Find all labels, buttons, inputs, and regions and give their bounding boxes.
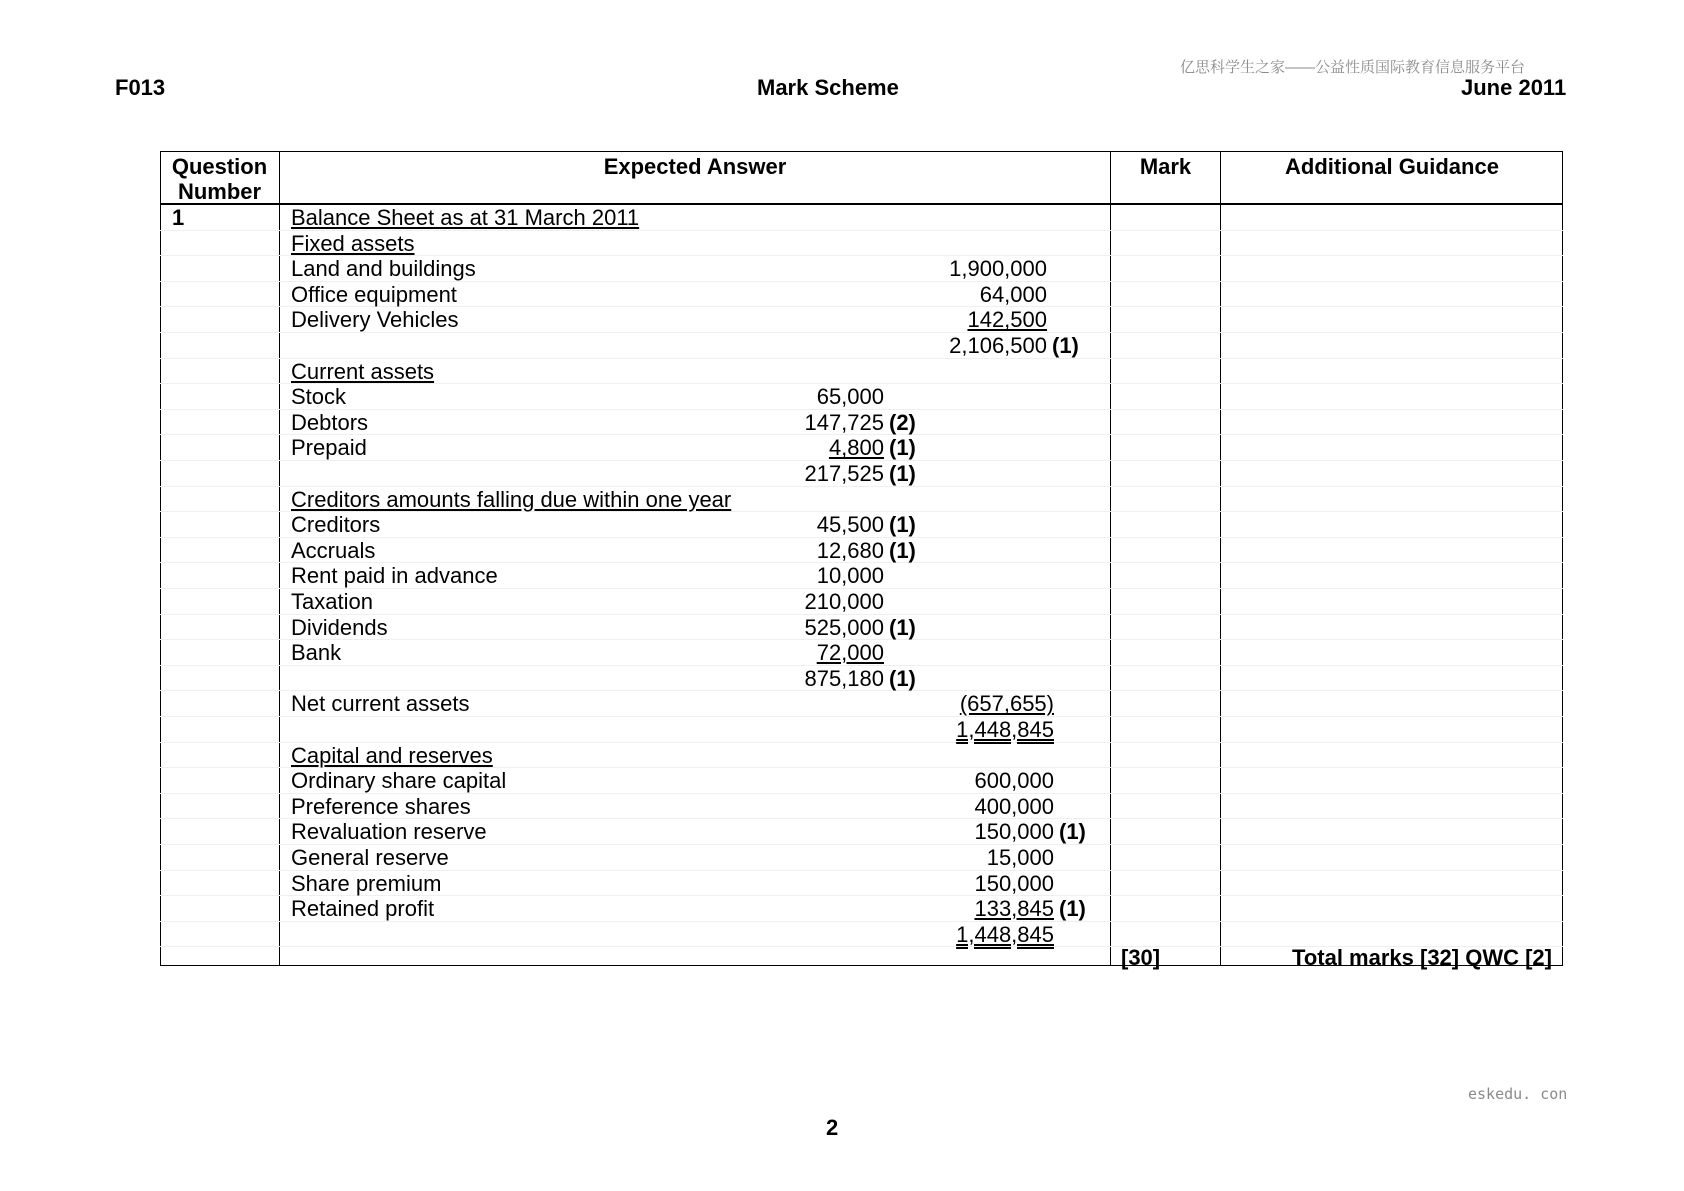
row-label: General reserve bbox=[291, 845, 449, 870]
amount-value: 10,000 bbox=[816, 563, 884, 589]
amount-c3 bbox=[974, 819, 1054, 845]
watermark-top: 亿思科学生之家——公益性质国际教育信息服务平台 bbox=[1180, 59, 1526, 76]
row-label: Dividends bbox=[291, 614, 388, 640]
row-label: Creditors bbox=[291, 512, 381, 538]
row-label: Retained profit bbox=[291, 896, 435, 922]
row-label: Balance Sheet as at 31 March 2011 bbox=[291, 205, 640, 230]
amount-value: 142,500 bbox=[967, 307, 1047, 333]
mark-allocation: (1) bbox=[889, 512, 916, 538]
amount-value: 210,000 bbox=[804, 589, 884, 614]
mark-allocation: (2) bbox=[889, 409, 916, 435]
header-question-line1: Question bbox=[171, 154, 268, 179]
amount-c1 bbox=[804, 461, 884, 487]
row-label: Share premium bbox=[291, 870, 442, 896]
amount-value: 400,000 bbox=[974, 793, 1054, 819]
row-label: Stock bbox=[291, 384, 347, 410]
mark-allocation: (1) bbox=[889, 665, 916, 691]
amount-value: 4,800 bbox=[828, 435, 884, 461]
mark-allocation: (1) bbox=[889, 537, 916, 563]
amount-c1 bbox=[804, 666, 884, 692]
amount-c3 bbox=[974, 871, 1054, 897]
mark-allocation: (1) bbox=[889, 435, 916, 461]
amount-c1 bbox=[817, 538, 884, 564]
amount-value: 65,000 bbox=[816, 384, 884, 410]
row-label: Ordinary share capital bbox=[291, 768, 507, 794]
row-label: Current assets bbox=[291, 358, 435, 384]
header-mark: Mark bbox=[1139, 154, 1192, 179]
row-label: Creditors amounts falling due within one year bbox=[291, 486, 732, 512]
amount-value: 12,680 bbox=[816, 537, 884, 563]
page-number: 2 bbox=[826, 1115, 839, 1140]
amount-value: 1,448,845 bbox=[956, 921, 1054, 947]
amount-c1 bbox=[817, 512, 884, 538]
amount-c3 bbox=[974, 794, 1054, 820]
amount-value: 147,725 bbox=[804, 409, 884, 435]
amount-c1 bbox=[817, 563, 884, 589]
row-label: Debtors bbox=[291, 409, 369, 435]
amount-c3 bbox=[974, 896, 1054, 922]
amount-value: 1,448,845 bbox=[956, 717, 1054, 742]
mark-allocation: (1) bbox=[1052, 333, 1079, 358]
amount-c1 bbox=[829, 435, 884, 461]
mark-allocation: (1) bbox=[1059, 819, 1086, 845]
amount-value: 150,000 bbox=[974, 870, 1054, 896]
amount-value: 72,000 bbox=[816, 640, 884, 666]
guidance-total: Total marks [32] QWC [2] bbox=[1292, 945, 1552, 970]
amount-c1 bbox=[817, 640, 884, 666]
row-label: Office equipment bbox=[291, 281, 457, 307]
amount-value: 133,845 bbox=[974, 896, 1054, 922]
amount-value: 2,106,500 bbox=[949, 333, 1047, 358]
header-question-number bbox=[160, 154, 279, 204]
document-code: F013 bbox=[115, 75, 166, 100]
row-label: Bank bbox=[291, 640, 342, 666]
row-label: Fixed assets bbox=[291, 230, 415, 256]
mark-allocation: (1) bbox=[889, 461, 916, 486]
amount-c2 bbox=[949, 256, 1047, 282]
question-number: 1 bbox=[172, 205, 185, 230]
amount-c3 bbox=[987, 845, 1054, 871]
amount-c1 bbox=[817, 384, 884, 410]
row-label: Prepaid bbox=[291, 435, 367, 461]
row-label: Preference shares bbox=[291, 793, 471, 819]
amount-c1 bbox=[804, 410, 884, 436]
amount-value: 875,180 bbox=[804, 665, 884, 691]
amount-value: 15,000 bbox=[986, 845, 1054, 870]
document-date: June 2011 bbox=[1461, 75, 1567, 100]
amount-c3 bbox=[960, 691, 1054, 717]
amount-value: 64,000 bbox=[979, 281, 1047, 307]
row-label: Land and buildings bbox=[291, 256, 476, 282]
watermark-bottom: eskedu. con bbox=[1468, 1085, 1568, 1103]
header-question-line2: Number bbox=[177, 179, 262, 204]
row-label: Taxation bbox=[291, 589, 373, 614]
row-label: Rent paid in advance bbox=[291, 563, 498, 589]
amount-c3 bbox=[956, 922, 1054, 948]
amount-value: 600,000 bbox=[974, 768, 1054, 794]
mark-allocation: (1) bbox=[889, 614, 916, 640]
amount-value: 1,900,000 bbox=[949, 256, 1047, 282]
amount-c3 bbox=[974, 768, 1054, 794]
header-expected-answer: Expected Answer bbox=[603, 154, 787, 179]
mark-allocation: (1) bbox=[1059, 896, 1086, 922]
row-label: Accruals bbox=[291, 537, 376, 563]
mark-total: [30] bbox=[1121, 945, 1161, 970]
amount-c1 bbox=[804, 589, 884, 615]
amount-value: 525,000 bbox=[804, 614, 884, 640]
row-label: Capital and reserves bbox=[291, 742, 493, 768]
row-label: Delivery Vehicles bbox=[291, 307, 459, 333]
amount-value: (657,655) bbox=[959, 691, 1054, 717]
header-additional-guidance: Additional Guidance bbox=[1285, 154, 1499, 179]
amount-value: 45,500 bbox=[816, 512, 884, 538]
row-label: Revaluation reserve bbox=[291, 819, 487, 845]
document-title: Mark Scheme bbox=[757, 75, 899, 100]
amount-value: 217,525 bbox=[804, 461, 884, 486]
amount-c3 bbox=[956, 717, 1054, 743]
amount-c2 bbox=[980, 282, 1047, 308]
amount-c2 bbox=[949, 333, 1047, 359]
row-label: Net current assets bbox=[291, 691, 470, 717]
amount-value: 150,000 bbox=[974, 819, 1054, 845]
amount-c2 bbox=[967, 307, 1047, 333]
amount-c1 bbox=[804, 615, 884, 641]
